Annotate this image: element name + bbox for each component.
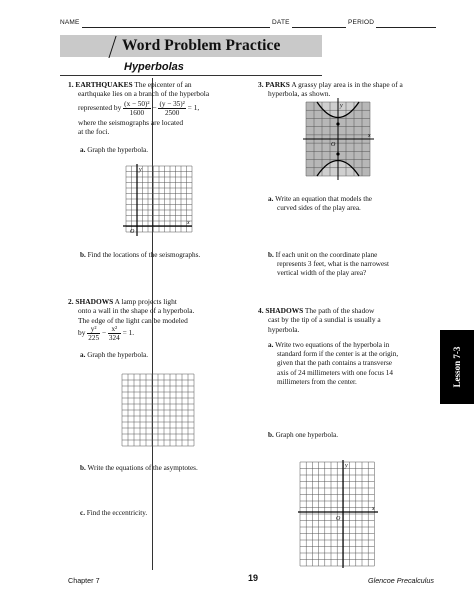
graph-p3	[300, 96, 376, 182]
name-line[interactable]	[82, 27, 270, 28]
p4-part-a: a. Write two equations of the hyperbola in standard form if the center is at the origin, given that the path contains a transverse axis of 24 millimeters with one focus 14 millimeters from the center.	[268, 341, 399, 386]
title-rule	[60, 75, 322, 76]
period-line[interactable]	[376, 27, 436, 28]
lesson-tab	[440, 330, 474, 404]
footer-chapter: Chapter 7	[68, 576, 100, 585]
eq1-frac-y: $\frac{\text{(y − 35)²}}{2500}$	[159, 99, 185, 117]
grid-lines	[126, 166, 192, 232]
eq1-frac-x: $\frac{\text{(x − 50)²}}{1600}$	[124, 99, 150, 117]
problem-3: 3. PARKS A grassy play area is in the shape of a hyperbola, as shown.	[258, 80, 403, 99]
vertex-point	[336, 122, 339, 125]
y-axis-label: y	[345, 463, 348, 469]
origin-label: O	[331, 142, 336, 148]
p1-part-b: b. Find the locations of the seismographs.	[80, 251, 201, 259]
page-title: Word Problem Practice	[122, 37, 281, 54]
eq2-frac-y: $\frac{\text{y²}}{225}$	[88, 325, 100, 343]
p1-part-a: a. Graph the hyperbola.	[80, 146, 149, 154]
origin-label: O	[336, 516, 341, 522]
footer-book: Glencoe Precalculus	[368, 576, 434, 585]
footer-page-number: 19	[248, 573, 259, 583]
x-axis-label: x	[368, 133, 371, 139]
y-axis-label: y	[340, 103, 343, 109]
grid-lines	[122, 374, 194, 446]
period-label: PERIOD	[348, 19, 375, 26]
p2-part-c: c. Find the eccentricity.	[80, 509, 148, 517]
origin-label: O	[130, 229, 135, 235]
p2-part-a: a. Graph the hyperbola.	[80, 351, 149, 359]
eq2-frac-x: $\frac{\text{x²}}{324}$	[108, 325, 120, 343]
p3-part-a: a. Write an equation that models the curved sides of the play area.	[268, 195, 372, 213]
problem-1: 1. EARTHQUAKES The epicenter of an earthquake lies on a branch of the hyperbola represented by $\frac{\text{(x − 50)²}}{1600}$ − $\frac{\text{(y − 35)²}}{2500}$ = 1, where the seismographs are located at the foci.	[68, 80, 210, 137]
graph-p1	[122, 162, 194, 238]
date-line[interactable]	[292, 27, 346, 28]
y-axis-label: y	[139, 167, 142, 173]
name-label: NAME	[60, 19, 80, 26]
problem-4: 4. SHADOWS The path of the shadow cast by the tip of a sundial is usually a hyperbola.	[258, 306, 381, 334]
p3-part-b: b. If each unit on the coordinate plane represents 3 feet, what is the narrowest vertical width of the play area?	[268, 251, 389, 278]
lesson-tab-label: Lesson 7-3	[452, 346, 462, 388]
p2-part-b: b. Write the equations of the asymptotes.	[80, 464, 198, 472]
graph-p2	[120, 372, 196, 448]
x-axis-label: x	[372, 506, 375, 512]
x-axis-label: x	[187, 220, 190, 226]
problem-2: 2. SHADOWS A lamp projects light onto a wall in the shape of a hyperbola. The edge of the light can be modeled by $\frac{\text{y²}}{225}$ − $\frac{\text{x²}}{324}$ = 1.	[68, 297, 195, 343]
vertex-point	[336, 152, 339, 155]
grid-lines	[300, 462, 374, 566]
page-subtitle: Hyperbolas	[124, 61, 184, 73]
p4-part-b: b. Graph one hyperbola.	[268, 431, 339, 439]
graph-p4	[298, 460, 378, 568]
date-label: DATE	[272, 19, 290, 26]
